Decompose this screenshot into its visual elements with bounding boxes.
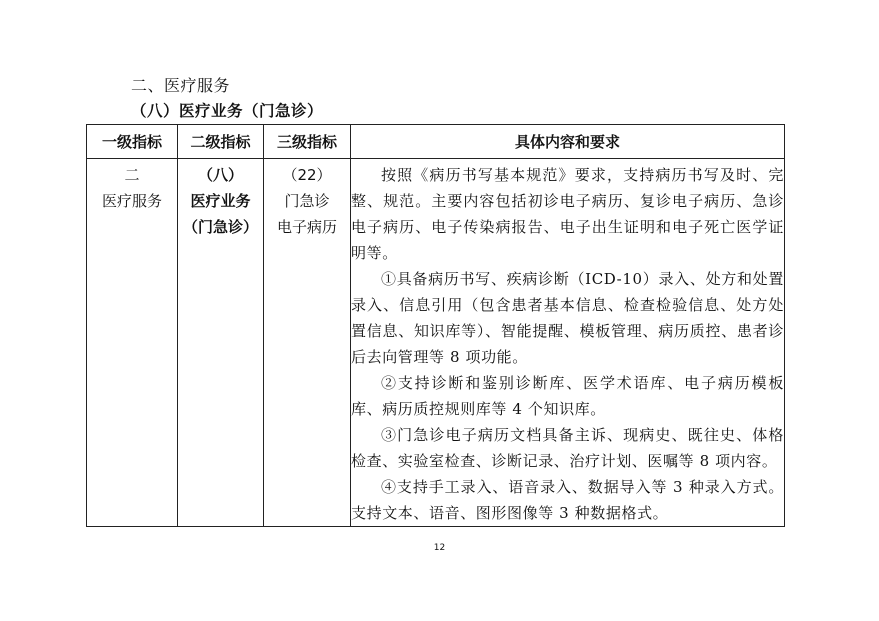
level1-name: 医疗服务 [101, 192, 162, 210]
page-number: 12 [433, 543, 446, 553]
level1-cell [87, 159, 178, 527]
level2-qualifier: （门急诊） [182, 218, 258, 236]
content-paragraph-intro: 按照《病历书写基本规范》要求，支持病历书写及时、完整、规范。主要内容包括初诊电子病历、复诊电子病历、急诊电子病历、电子传染病报告、电子出生证明和电子死亡医学证明等。 [351, 166, 784, 262]
level2-name: 医疗业务 [190, 192, 251, 210]
level3-name-line1: 门急诊 [284, 192, 330, 210]
content-paragraph-3: ③门急诊电子病历文档具备主诉、现病史、既往史、体格检查、实验室检查、诊断记录、治疗计划、医嘱等 8 项内容。 [351, 426, 784, 470]
section-title: 二、医疗服务 [131, 76, 231, 95]
indicator-table [86, 124, 785, 527]
level2-cell [178, 159, 264, 527]
level3-name-line2: 电子病历 [276, 218, 337, 236]
level2-number: （八） [197, 166, 243, 184]
level1-number: 二 [124, 166, 140, 184]
header-level2: 二级指标 [178, 125, 264, 159]
content-paragraph-4: ④支持手工录入、语音录入、数据导入等 3 种录入方式。支持文本、语音、图形图像等 3 种数据格式。 [351, 478, 784, 522]
content-paragraph-1: ①具备病历书写、疾病诊断（ICD-10）录入、处方和处置录入、信息引用（包含患者基本信息、检查检验信息、处方处置信息、知识库等）、智能提醒、模板管理、病历质控、患者诊后去向管理等 8 项功能。 [351, 270, 784, 366]
table-row [87, 159, 785, 527]
subsection-title: （八）医疗业务（门急诊） [131, 102, 324, 120]
content-paragraph-2: ②支持诊断和鉴别诊断库、医学术语库、电子病历模板库、病历质控规则库等 4 个知识库。 [351, 374, 784, 418]
level3-number: （22） [282, 166, 332, 184]
header-level3: 三级指标 [264, 125, 351, 159]
level3-cell [264, 159, 351, 527]
table-header-row [87, 125, 785, 159]
header-content: 具体内容和要求 [351, 125, 785, 159]
header-level1: 一级指标 [87, 125, 178, 159]
content-cell [351, 159, 785, 527]
